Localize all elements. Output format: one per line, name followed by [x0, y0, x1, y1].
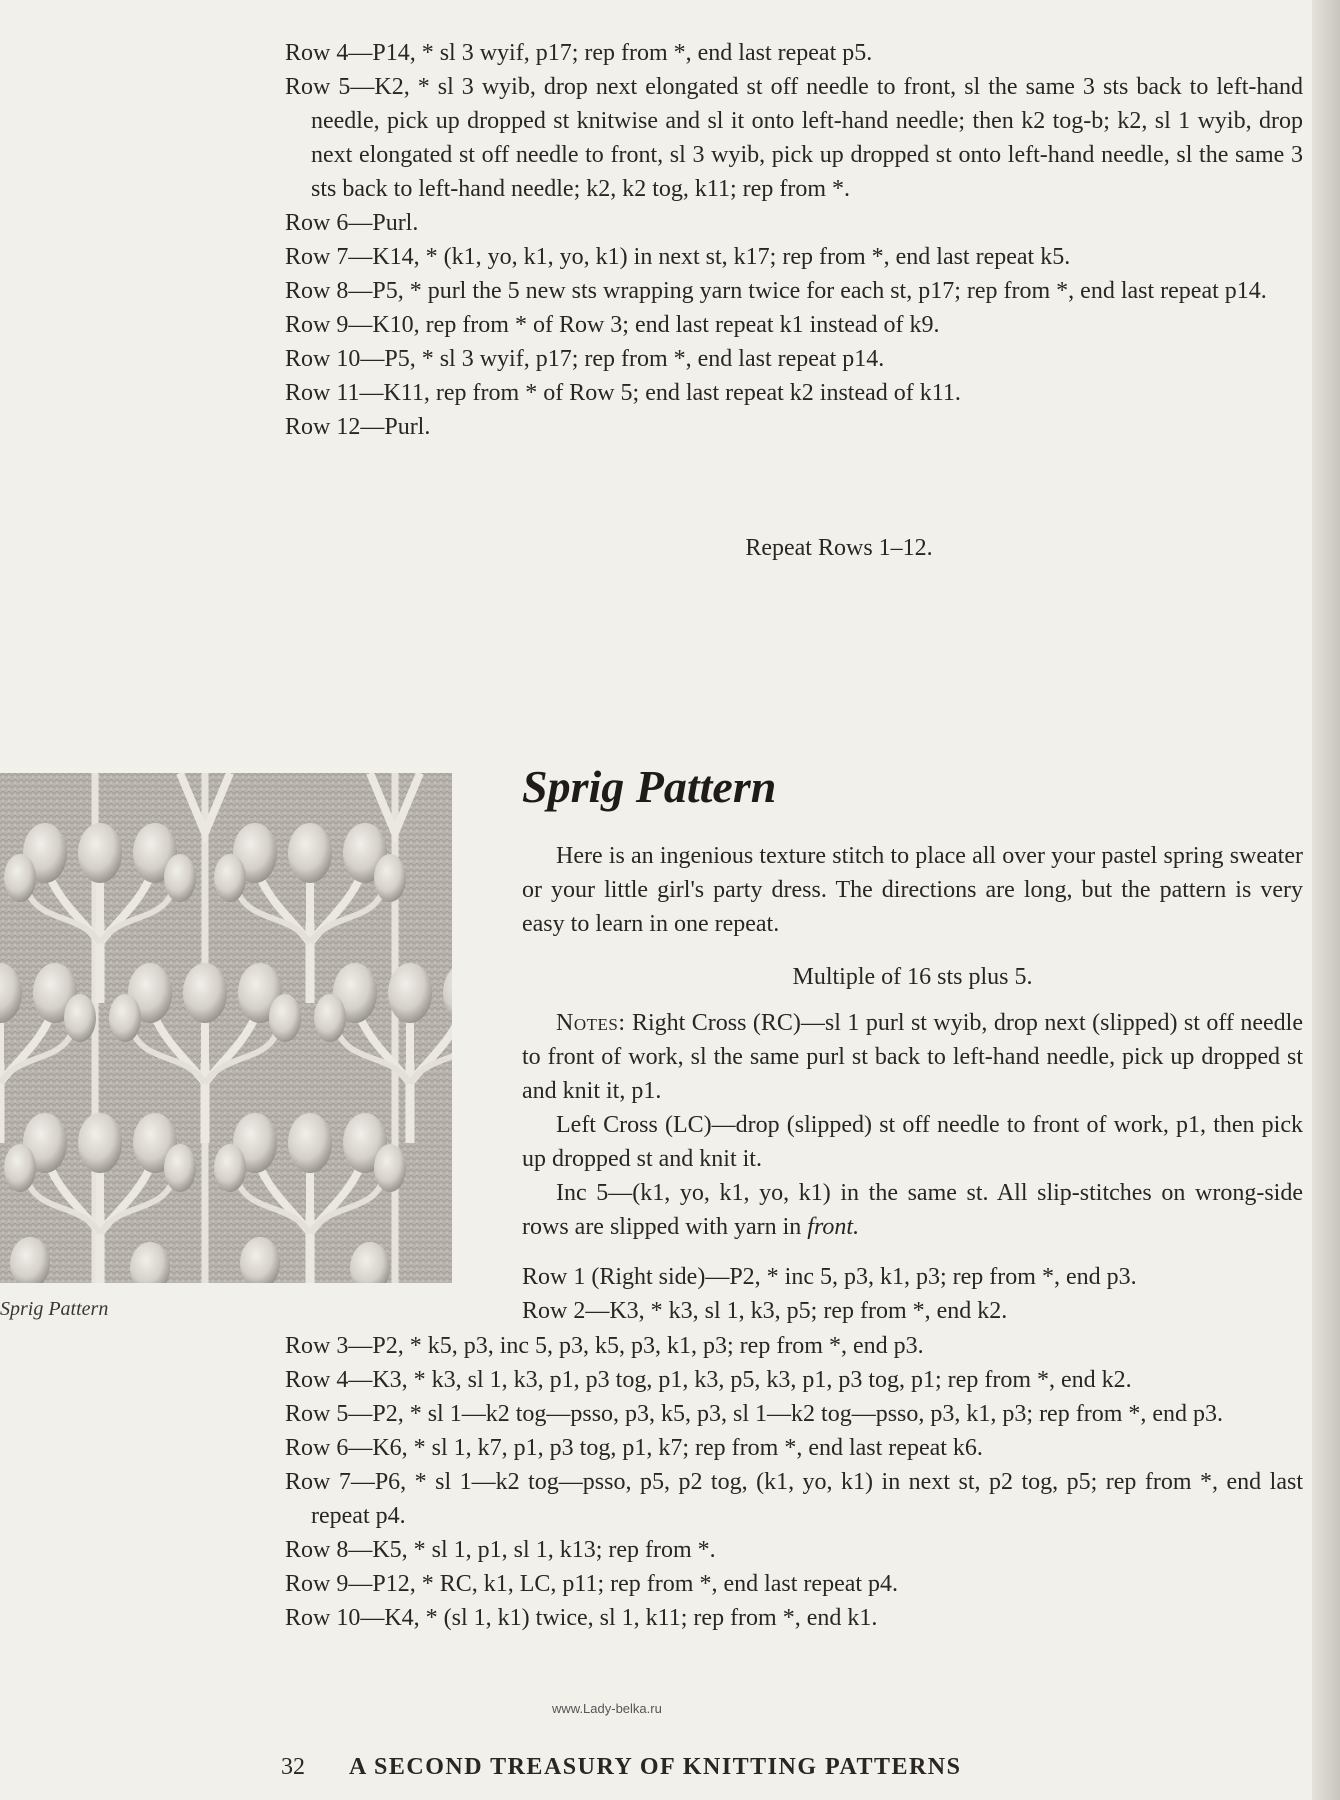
notes-block	[522, 1006, 1303, 1244]
section-title: Sprig Pattern	[522, 761, 777, 812]
section-intro: Here is an ingenious texture stitch to place all over your pastel spring sweater or your little girl's party dress. The directions are long, but the pattern is very easy to learn in one repeat.	[522, 843, 1303, 937]
page-footer	[281, 1754, 961, 1781]
watermark: www.Lady-belka.ru	[552, 1701, 662, 1716]
instruction-row: Row 7—P6, * sl 1—k2 tog—psso, p5, p2 tog, (k1, yo, k1) in next st, p2 tog, p5; rep from *, end last repeat p4.	[285, 1469, 1303, 1529]
instruction-row: Row 6—Purl.	[285, 210, 419, 236]
instruction-row: Row 3—P2, * k5, p3, inc 5, p3, k5, p3, k1, p3; rep from *, end p3.	[285, 1333, 924, 1359]
instruction-row: Row 4—K3, * k3, sl 1, k3, p1, p3 tog, p1, k3, p5, k3, p1, p3 tog, p1; rep from *, end k2.	[285, 1367, 1132, 1393]
notes-left-cross: Left Cross (LC)—drop (slipped) st off needle to front of work, p1, then pick up dropped st and knit it.	[522, 1112, 1303, 1172]
right-instruction-rows	[522, 1260, 1303, 1328]
page-number: 32	[281, 1754, 305, 1780]
bottom-instruction-rows	[285, 1329, 1303, 1635]
instruction-row: Row 12—Purl.	[285, 414, 431, 440]
swatch-caption: Sprig Pattern	[0, 1298, 109, 1320]
page-edge	[1312, 0, 1340, 1800]
instruction-row: Row 6—K6, * sl 1, k7, p1, p3 tog, p1, k7; rep from *, end last repeat k6.	[285, 1435, 983, 1461]
instruction-row: Row 5—P2, * sl 1—k2 tog—psso, p3, k5, p3, sl 1—k2 tog—psso, p3, k1, p3; rep from *, end p3.	[285, 1401, 1224, 1427]
swatch-photo	[0, 773, 456, 1283]
notes-inc-italic: front.	[807, 1214, 860, 1240]
instruction-row: Row 8—K5, * sl 1, p1, sl 1, k13; rep from *.	[285, 1537, 716, 1563]
instruction-row: Row 10—K4, * (sl 1, k1) twice, sl 1, k11; rep from *, end k1.	[285, 1605, 878, 1631]
sprig-swatch-illustration	[0, 773, 456, 1283]
instruction-row: Row 11—K11, rep from * of Row 5; end last repeat k2 instead of k11.	[285, 380, 961, 406]
notes-rc-text: Right Cross (RC)—sl 1 purl st wyib, drop next (slipped) st off needle to front of work, sl the same purl st back to left-hand needle, pick up dropped st and knit it, p1.	[522, 1010, 1304, 1104]
notes-right-cross	[522, 1006, 1303, 1108]
repeat-rows-note: Repeat Rows 1–12.	[745, 535, 933, 561]
stitch-multiple: Multiple of 16 sts plus 5.	[792, 964, 1033, 990]
instruction-row: Row 2—K3, * k3, sl 1, k3, p5; rep from *, end k2.	[522, 1298, 1008, 1324]
book-title: A SECOND TREASURY OF KNITTING PATTERNS	[349, 1754, 962, 1780]
notes-inc-text: Inc 5—(k1, yo, k1, yo, k1) in the same st. All slip-stitches on wrong-side rows are slipped with yarn in	[522, 1180, 1303, 1240]
instruction-row: Row 9—P12, * RC, k1, LC, p11; rep from *, end last repeat p4.	[285, 1571, 899, 1597]
instruction-row: Row 4—P14, * sl 3 wyif, p17; rep from *, end last repeat p5.	[285, 40, 873, 66]
instruction-row: Row 1 (Right side)—P2, * inc 5, p3, k1, p3; rep from *, end p3.	[522, 1264, 1137, 1290]
instruction-row: Row 9—K10, rep from * of Row 3; end last repeat k1 instead of k9.	[285, 312, 940, 338]
notes-label: Notes:	[556, 1010, 626, 1036]
instruction-row: Row 7—K14, * (k1, yo, k1, yo, k1) in next st, k17; rep from *, end last repeat k5.	[285, 244, 1071, 270]
instruction-row: Row 5—K2, * sl 3 wyib, drop next elongated st off needle to front, sl the same 3 sts back to left-hand needle, pick up dropped st knitwise and sl it onto left-hand needle; then k2 tog-b; k2, sl 1 wyib, drop next elongated st off needle to front, sl 3 wyib, pick up dropped st onto left-hand needle, sl the same 3 sts back to left-hand needle; k2, k2 tog, k11; rep from *.	[285, 74, 1303, 202]
top-instruction-rows	[285, 36, 1303, 444]
notes-inc5	[522, 1176, 1303, 1244]
instruction-row: Row 8—P5, * purl the 5 new sts wrapping yarn twice for each st, p17; rep from *, end last repeat p14.	[285, 278, 1267, 304]
instruction-row: Row 10—P5, * sl 3 wyif, p17; rep from *, end last repeat p14.	[285, 346, 885, 372]
